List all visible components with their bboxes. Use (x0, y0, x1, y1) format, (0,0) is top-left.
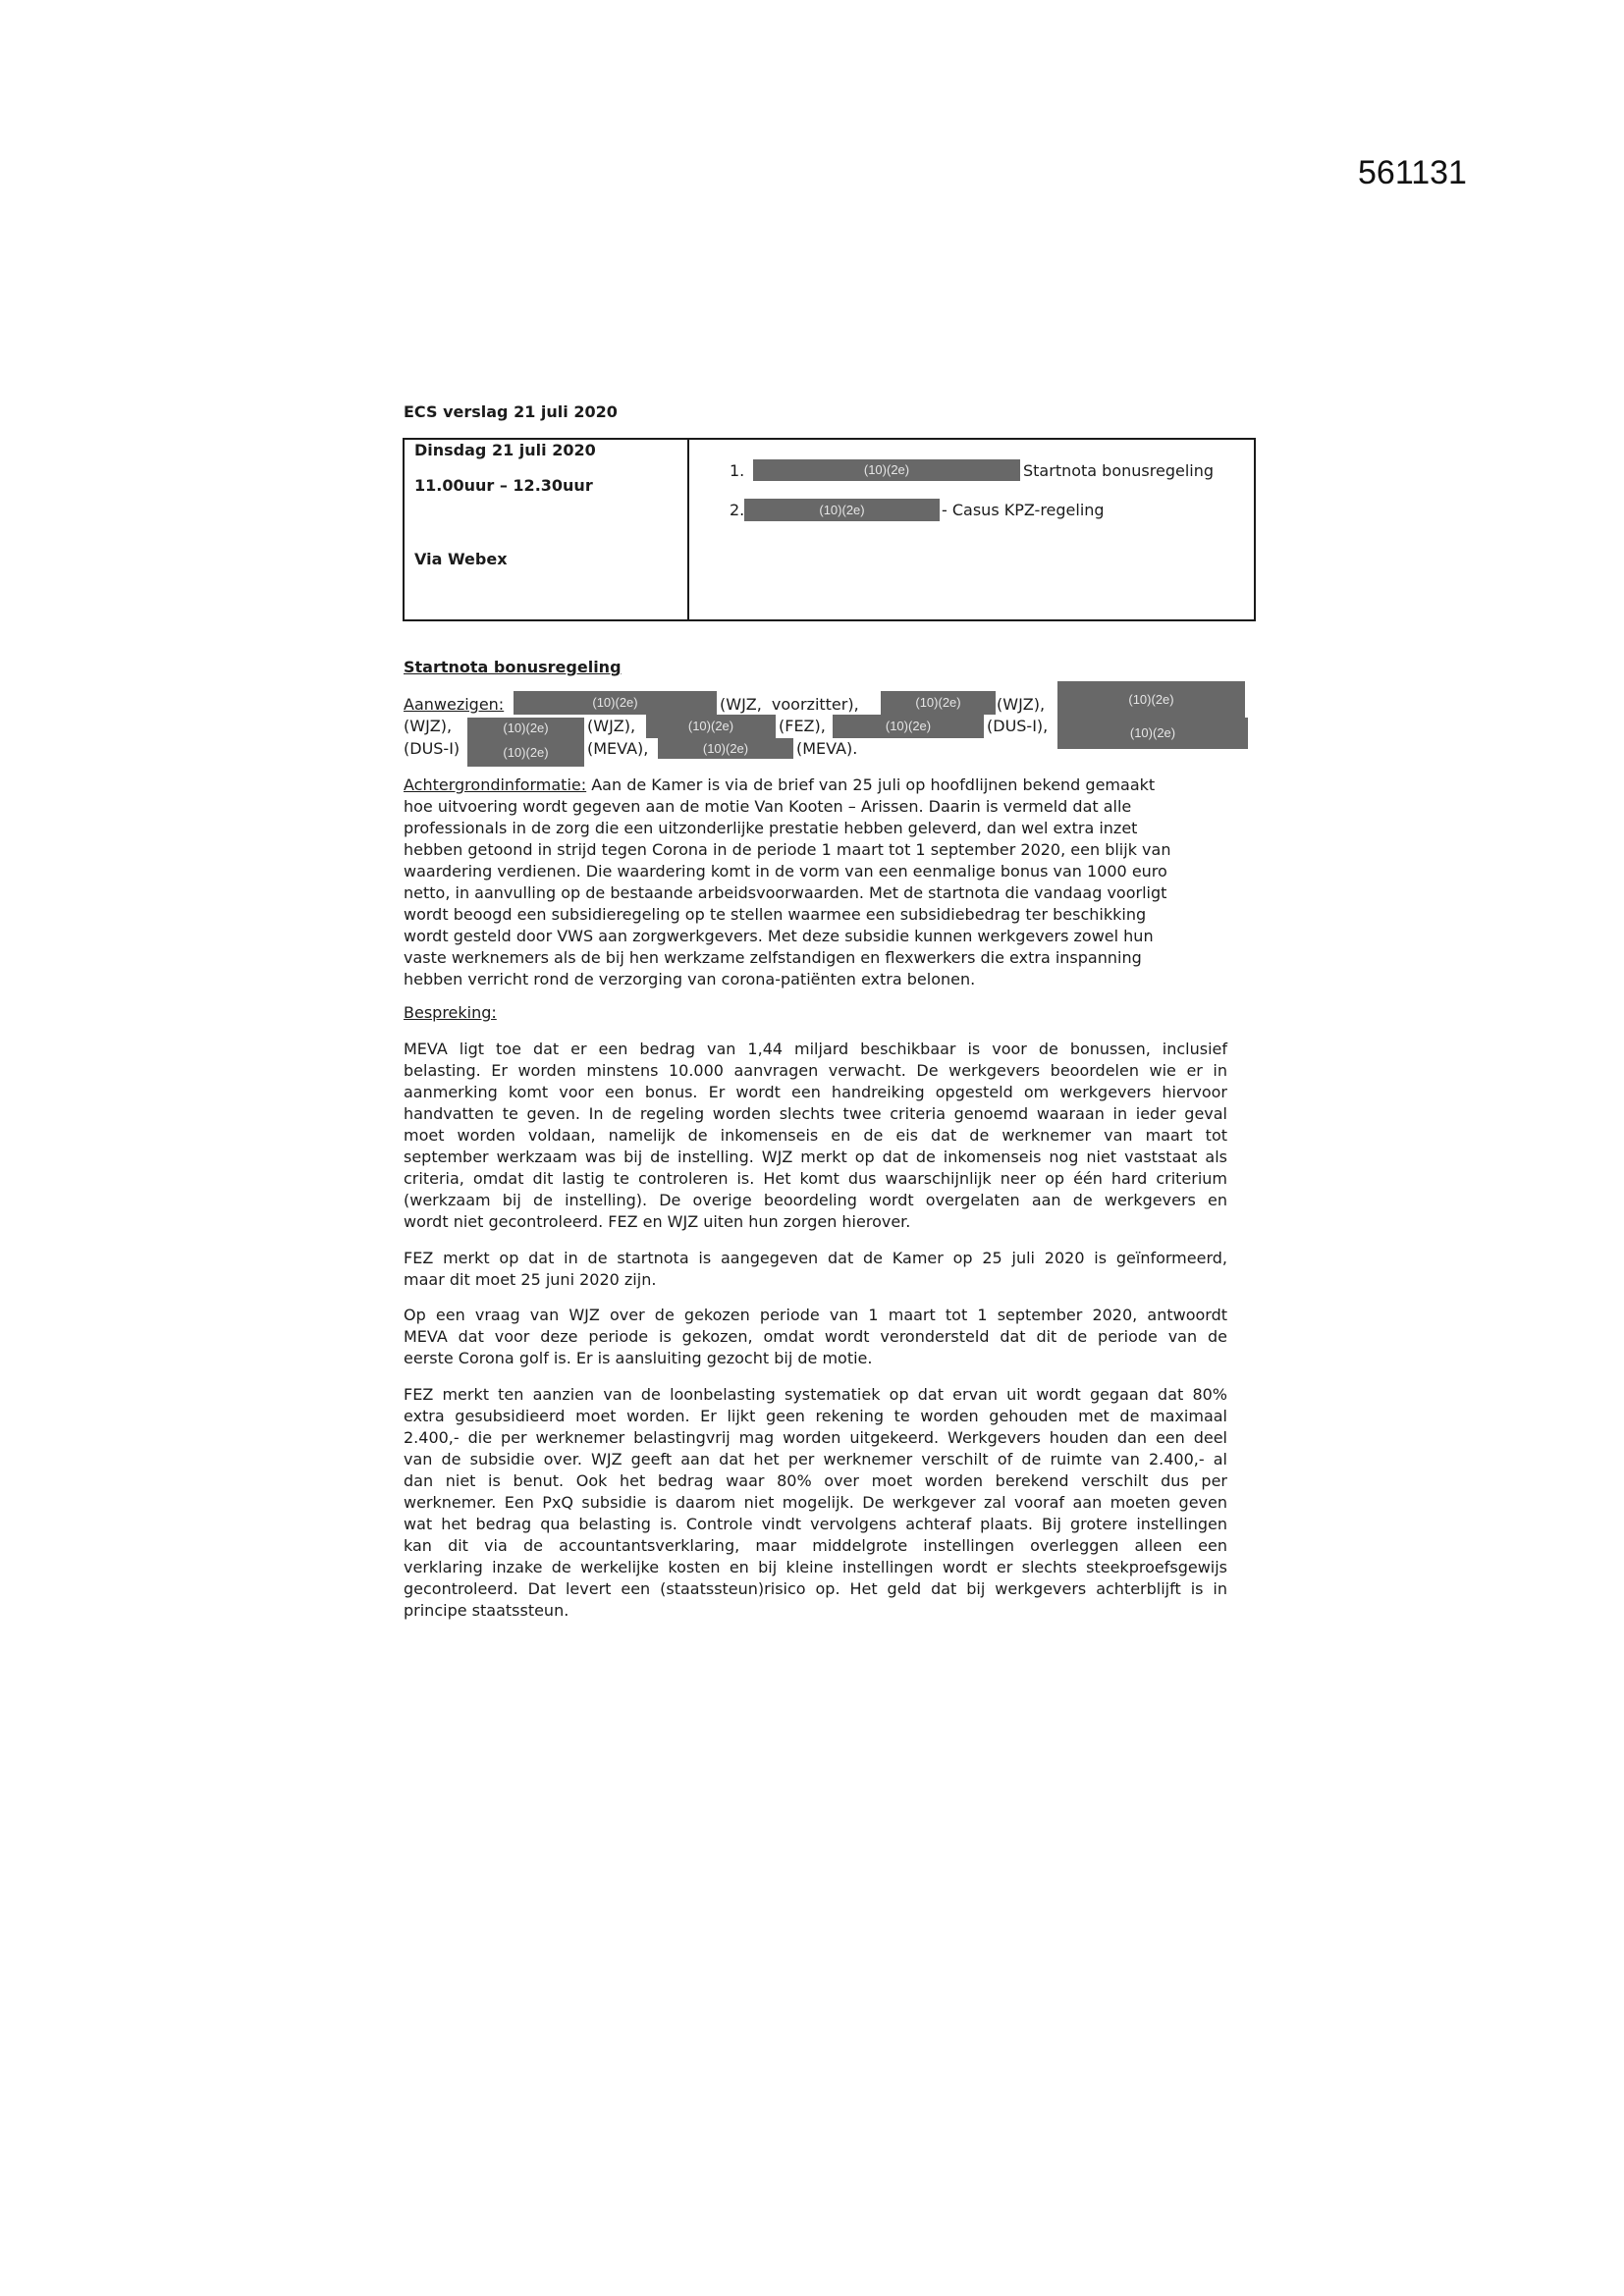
discussion-paragraph (404, 1384, 1227, 1622)
paragraph-line: hebben verricht rond de verzorging van corona-patiënten extra belonen. (404, 970, 976, 988)
redaction-box: (10)(2e) (744, 499, 940, 521)
paragraph-line: netto, in aanvulling op de bestaande arbeidsvoorwaarden. Met de startnota die vandaag voorligt (404, 883, 1167, 902)
attendee-role: (WJZ), (404, 717, 453, 735)
attendee-role: (FEZ), (779, 717, 826, 735)
paragraph-line: september werkzaam was bij de instelling. WJZ merkt op dat de inkomenseis nog niet vaststaat als (404, 1148, 1227, 1166)
discussion-paragraph (404, 1248, 1227, 1291)
meeting-location: Via Webex (414, 550, 508, 568)
meeting-time: 11.00uur – 12.30uur (414, 476, 593, 495)
agenda-item-topic: - Casus KPZ-regeling (942, 501, 1105, 519)
paragraph-line: criteria, omdat dit lastig te controleren is. Het komt dus waarschijnlijk neer op één hard criterium (404, 1169, 1227, 1188)
paragraph-line: wat het bedrag qua belasting is. Controle vindt vervolgens achteraf plaats. Bij grotere instellingen (404, 1515, 1227, 1533)
redaction-box: (10)(2e) (514, 691, 717, 715)
discussion-paragraph (404, 1305, 1227, 1369)
paragraph-line: kan dit via de accountantsverklaring, maar middelgrote instellingen overleggen alleen een (404, 1536, 1227, 1555)
paragraph-line: wordt gesteld door VWS aan zorgwerkgevers. Met deze subsidie kunnen werkgevers zowel hun (404, 927, 1154, 945)
meeting-info-table (403, 438, 1256, 621)
section-title: Startnota bonusregeling (404, 658, 622, 676)
paragraph-line: van de subsidie over. WJZ geeft aan dat het per werknemer verschilt of de ruimte van 2.400,- al (404, 1450, 1227, 1468)
paragraph-line: professionals in de zorg die een uitzonderlijke prestatie hebben geleverd, dan wel extra inzet (404, 819, 1138, 837)
paragraph-line: wordt niet gecontroleerd. FEZ en WJZ uiten hun zorgen hierover. (404, 1212, 911, 1231)
paragraph-line: MEVA dat voor deze periode is gekozen, omdat wordt verondersteld dat dit de periode van de (404, 1327, 1227, 1346)
redaction-box: (10)(2e) (881, 691, 996, 715)
paragraph-line (404, 774, 1227, 796)
paragraph-line: eerste Corona golf is. Er is aansluiting gezocht bij de motie. (404, 1349, 873, 1367)
attendee-role: (DUS-I), (987, 717, 1049, 735)
paragraph-line: maar dit moet 25 juni 2020 zijn. (404, 1270, 657, 1289)
paragraph-line: waardering verdienen. Die waardering komt in de vorm van een eenmalige bonus van 1000 euro (404, 862, 1167, 881)
redaction-box: (10)(2e) (1057, 718, 1248, 749)
document-title: ECS verslag 21 juli 2020 (404, 402, 618, 421)
paragraph-line: FEZ merkt op dat in de startnota is aangegeven dat de Kamer op 25 juli 2020 is geïnformeerd, (404, 1249, 1227, 1267)
paragraph-line: dan niet is benut. Ook het bedrag waar 80% over moet worden berekend verschilt dus per (404, 1471, 1227, 1490)
meeting-date: Dinsdag 21 juli 2020 (414, 441, 596, 459)
agenda-item-number: 2. (730, 501, 745, 519)
agenda-item-number: 1. (730, 461, 745, 480)
paragraph-line: verklaring inzake de werkelijke kosten en bij kleine instellingen wordt er slechts steekproefsgewijs (404, 1558, 1227, 1576)
background-paragraph (404, 774, 1227, 990)
paragraph-line: gecontroleerd. Dat levert een (staatssteun)risico op. Het geld dat bij werkgevers achterblijft is in (404, 1579, 1227, 1598)
paragraph-line: principe staatssteun. (404, 1601, 569, 1620)
paragraph-line: Op een vraag van WJZ over de gekozen periode van 1 maart tot 1 september 2020, antwoordt (404, 1306, 1227, 1324)
redaction-box: (10)(2e) (833, 715, 984, 738)
agenda-cell (687, 440, 1256, 619)
attendee-role: (MEVA). (796, 739, 858, 758)
meeting-details-cell (405, 440, 687, 619)
attendee-role: (WJZ, voorzitter), (720, 695, 859, 714)
background-label: Achtergrondinformatie: (404, 775, 587, 794)
redaction-box: (10)(2e) (467, 718, 584, 738)
paragraph-line: hoe uitvoering wordt gegeven aan de motie Van Kooten – Arissen. Daarin is vermeld dat alle (404, 797, 1132, 816)
redaction-box: (10)(2e) (1057, 681, 1245, 718)
paragraph-line: belasting. Er worden minstens 10.000 aanvragen verwacht. De werkgevers beoordelen wie er in (404, 1061, 1227, 1080)
paragraph-line: extra gesubsidieerd moet worden. Er lijkt geen rekening te worden gehouden met de maximaal (404, 1407, 1227, 1425)
discussion-paragraph (404, 1039, 1227, 1233)
paragraph-line: (werkzaam bij de instelling). De overige beoordeling wordt overgelaten aan de werkgevers en (404, 1191, 1227, 1209)
paragraph-line: FEZ merkt ten aanzien van de loonbelasting systematiek op dat ervan uit wordt gegaan dat 80% (404, 1385, 1227, 1404)
paragraph-line: hebben getoond in strijd tegen Corona in de periode 1 maart tot 1 september 2020, een blijk van (404, 840, 1171, 859)
paragraph-line: wordt beoogd een subsidieregeling op te stellen waarmee een subsidiebedrag ter beschikking (404, 905, 1147, 924)
redaction-box: (10)(2e) (646, 715, 776, 738)
discussion-label: Bespreking: (404, 1003, 497, 1022)
attendees-block (404, 681, 1250, 770)
paragraph-line: aanmerking komt voor een bonus. Er wordt een handreiking opgesteld om werkgevers hiervoor (404, 1083, 1227, 1101)
paragraph-line: moet worden voldaan, namelijk de inkomenseis en de eis dat de werknemer van maart tot (404, 1126, 1227, 1145)
attendee-role: (WJZ), (997, 695, 1046, 714)
redaction-box: (10)(2e) (467, 738, 584, 767)
paragraph-line: handvatten te geven. In de regeling worden slechts twee criteria genoemd waaraan in ieder geval (404, 1104, 1227, 1123)
redaction-box: (10)(2e) (753, 459, 1020, 481)
paragraph-line: 2.400,- die per werknemer belastingvrij mag worden uitgekeerd. Werkgevers houden dan een deel (404, 1428, 1227, 1447)
attendee-role: (DUS-I) (404, 739, 460, 758)
attendees-label: Aanwezigen: (404, 695, 505, 714)
redaction-box: (10)(2e) (658, 738, 793, 759)
paragraph-line: werknemer. Een PxQ subsidie is daarom niet mogelijk. De werkgever zal vooraf aan moeten geven (404, 1493, 1227, 1512)
attendee-role: (WJZ), (587, 717, 636, 735)
line-text: Aan de Kamer is via de brief van 25 juli op hoofdlijnen bekend gemaakt (591, 775, 1156, 794)
page-number: 561131 (1358, 154, 1467, 191)
paragraph-line: vaste werknemers als de bij hen werkzame zelfstandigen en flexwerkers die extra inspanning (404, 948, 1142, 967)
agenda-item-topic: Startnota bonusregeling (1023, 461, 1214, 480)
paragraph-line: MEVA ligt toe dat er een bedrag van 1,44 miljard beschikbaar is voor de bonussen, inclusief (404, 1040, 1227, 1058)
attendee-role: (MEVA), (587, 739, 649, 758)
